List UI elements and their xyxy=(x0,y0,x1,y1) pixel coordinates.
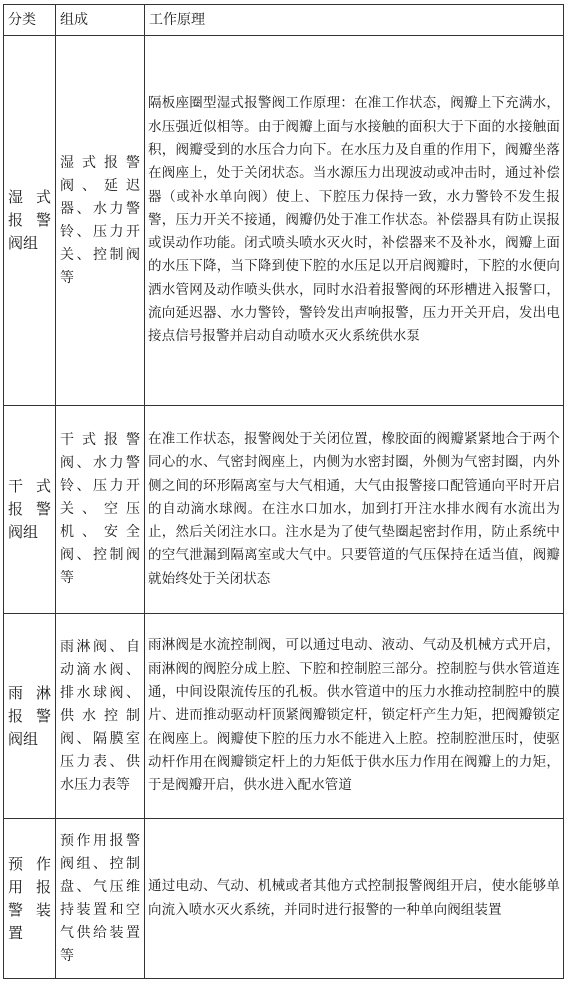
components-cell: 雨淋阀、自动滴水阀、排水球阀、供水控制阀、隔膜室压力表、供水压力表等 xyxy=(56,614,145,819)
valve-table xyxy=(3,4,564,979)
category-cell: 雨淋报警阀组 xyxy=(4,614,56,819)
header-row xyxy=(4,5,564,36)
category-cell: 湿式报警阀组 xyxy=(4,36,56,406)
principle-cell: 通过电动、气动、机械或者其他方式控制报警阀组开启，使水能够单向流入喷水灭火系统，并同时进行报警的一种单向阀组装置 xyxy=(145,819,564,979)
components-cell: 预作用报警阀组、控制盘、气压维持装置和空气供给装置等 xyxy=(56,819,145,979)
header-category: 分类 xyxy=(4,5,56,36)
components-cell: 干式报警阀、水力警铃、压力开关、空压机、安全阀、控制阀等 xyxy=(56,406,145,614)
category-cell: 预作用报警装置 xyxy=(4,819,56,979)
table-row xyxy=(4,406,564,614)
header-principle: 工作原理 xyxy=(145,5,564,36)
table-row xyxy=(4,36,564,406)
header-components: 组成 xyxy=(56,5,145,36)
components-cell: 湿式报警阀、延迟器、水力警铃、压力开关、控制阀等 xyxy=(56,36,145,406)
table-row xyxy=(4,614,564,819)
category-cell: 干式报警阀组 xyxy=(4,406,56,614)
principle-cell: 雨淋阀是水流控制阀，可以通过电动、液动、气动及机械方式开启，雨淋阀的阀腔分成上腔、下腔和控制腔三部分。控制腔与供水管道连通，中间设限流传压的孔板。供水管道中的压力水推动控制腔中的膜片、进而推动驱动杆顶紧阀瓣锁定杆，锁定杆产生力矩，把阀瓣锁定在阀座上。阀瓣使下腔的压力水不能进入上腔。控制腔泄压时，使驱动杆作用在阀瓣锁定杆上的力矩低于供水压力作用在阀瓣上的力矩，于是阀瓣开启，供水进入配水管道 xyxy=(145,614,564,819)
table-row xyxy=(4,819,564,979)
principle-cell: 在准工作状态，报警阀处于关闭位置，橡胶面的阀瓣紧紧地合于两个同心的水、气密封阀座上，内侧为水密封圈，外侧为气密封圈，内外侧之间的环形隔离室与大气相通，大气由报警接口配管通向平时开启的自动滴水球阀。在注水口加水，加到打开注水排水阀有水流出为止，然后关闭注水口。注水是为了使气垫圈起密封作用，防止系统中的空气泄漏到隔离室或大气中。只要管道的气压保持在适当值，阀瓣就始终处于关闭状态 xyxy=(145,406,564,614)
principle-cell: 隔板座圈型湿式报警阀工作原理：在准工作状态，阀瓣上下充满水，水压强近似相等。由于阀瓣上面与水接触的面积大于下面的水接触面积，阀瓣受到的水压合力向下。在水压力及自重的作用下，阀瓣坐落在阀座上，处于关闭状态。当水源压力出现波动或冲击时，通过补偿器（或补水单向阀）使上、下腔压力保持一致，水力警铃不发生报警，压力开关不接通，阀瓣仍处于准工作状态。补偿器具有防止误报或误动作功能。闭式喷头喷水灭火时，补偿器来不及补水，阀瓣上面的水压下降，当下降到使下腔的水压足以开启阀瓣时，下腔的水便向洒水管网及动作喷头供水，同时水沿着报警阀的环形槽进入报警口，流向延迟器、水力警铃，警铃发出声响报警，压力开关开启，发出电接点信号报警并启动自动喷水灭火系统供水泵 xyxy=(145,36,564,406)
